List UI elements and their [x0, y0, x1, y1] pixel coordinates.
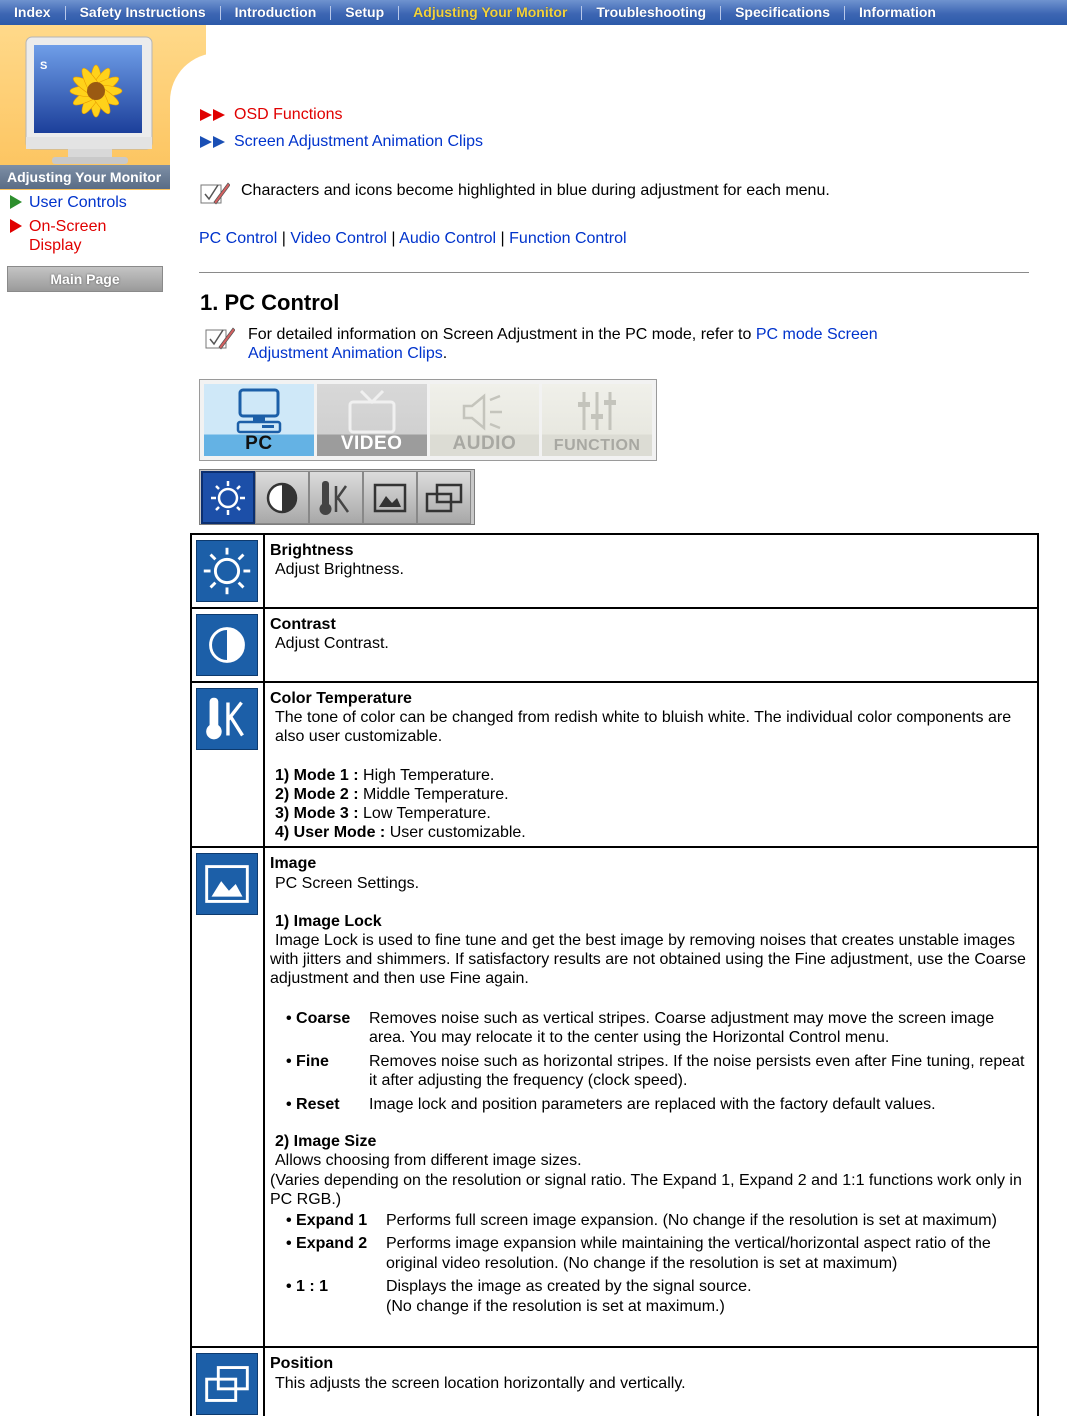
image-icon	[372, 480, 408, 516]
note-pencil-icon	[200, 180, 230, 206]
video-control-link[interactable]: Video Control	[290, 230, 387, 247]
row-desc: Adjust Brightness.	[275, 561, 404, 579]
image-tab[interactable]	[363, 471, 417, 524]
color-temperature-tab[interactable]	[309, 471, 363, 524]
pc-icon	[234, 388, 284, 434]
image-lock-text: Image Lock is used to fine tune and get the best image by removing noises that creates unstable images with jitters and shimmers. If satisfactory results are not obtained using the Fine adjustment, use the Coarse adjustment and then use Fine again.	[270, 932, 1026, 988]
tv-icon	[347, 388, 397, 434]
option-row	[270, 1009, 1031, 1048]
mode-list	[270, 766, 1031, 843]
contrast-icon	[196, 614, 258, 676]
mode-item	[275, 823, 1031, 842]
row-desc: This adjusts the screen location horizontally and vertically.	[275, 1374, 686, 1392]
mode-label: 2) Mode 2 :	[275, 785, 359, 803]
speaker-icon	[460, 392, 510, 432]
mode-text: User customizable.	[389, 824, 526, 842]
tab-label: FUNCTION	[553, 437, 641, 454]
option-text	[386, 1277, 1026, 1316]
divider	[199, 272, 1029, 273]
desc-cell	[264, 534, 1038, 608]
option-text: Image lock and position parameters are replaced with the factory default values.	[369, 1095, 936, 1113]
option-row	[270, 1211, 1031, 1231]
row-desc: Adjust Contrast.	[275, 635, 389, 653]
nav-setup[interactable]: Setup	[345, 4, 385, 20]
position-tab[interactable]	[417, 471, 471, 524]
main-page-button[interactable]: Main Page	[7, 266, 163, 292]
row-title: Color Temperature	[270, 690, 412, 707]
mode-text: Middle Temperature.	[363, 785, 509, 803]
pc-control-link[interactable]: PC Control	[199, 230, 278, 247]
table-row-contrast	[191, 608, 1038, 682]
red-arrow-icon	[10, 219, 22, 233]
controls-nav	[199, 230, 627, 248]
section-title: 1. PC Control	[200, 290, 340, 315]
function-icon-bar	[199, 469, 475, 525]
row-title: Position	[270, 1355, 334, 1373]
position-icon	[424, 480, 464, 516]
brightness-icon	[210, 480, 246, 516]
icon-cell	[191, 1347, 264, 1416]
mode-label: 3) Mode 3 :	[275, 805, 359, 823]
mode-item	[275, 804, 1031, 823]
top-nav	[0, 0, 1067, 25]
sidebar-item-user-controls[interactable]	[10, 193, 127, 212]
sidebar	[0, 25, 172, 295]
mode-text: High Temperature.	[363, 766, 495, 784]
option-text: Performs full screen image expansion. (No change if the resolution is set at maximum)	[386, 1211, 997, 1229]
desc-cell	[264, 847, 1038, 1347]
icon-cell	[191, 534, 264, 608]
icon-cell	[191, 682, 264, 847]
option-row	[270, 1095, 1031, 1115]
option-row	[270, 1234, 1031, 1273]
option-name: • Fine	[286, 1052, 329, 1070]
animation-clips-link[interactable]: Screen Adjustment Animation Clips	[234, 133, 484, 150]
osd-functions-link[interactable]: OSD Functions	[234, 106, 343, 123]
desc-cell	[264, 1347, 1038, 1416]
option-text: Performs image expansion while maintaining the vertical/horizontal aspect ratio of the original video resolution. (No change if the resolution is set at maximum)	[386, 1235, 991, 1272]
image-lock-title: 1) Image Lock	[275, 912, 382, 930]
mode-text: Low Temperature.	[363, 805, 491, 823]
option-name: • Expand 1	[286, 1211, 368, 1229]
row-desc: PC Screen Settings.	[275, 874, 420, 892]
monitor-logo-text: S	[40, 60, 48, 72]
tab-label: VIDEO	[340, 433, 403, 454]
nav-separator: |	[391, 230, 396, 247]
double-arrow-icon	[200, 109, 226, 121]
tab-pc[interactable]	[204, 384, 314, 456]
sidebar-link-label[interactable]: On-Screen Display	[29, 218, 107, 254]
top-link-animation-clips[interactable]	[200, 133, 483, 151]
option-text: Removes noise such as horizontal stripes. If the noise persists even after Fine tuning, repeat it after adjusting the frequency (clock speed).	[369, 1052, 1025, 1090]
desc-cell	[264, 608, 1038, 682]
thermometer-icon	[196, 688, 258, 750]
function-control-link[interactable]: Function Control	[509, 230, 627, 247]
option-row	[270, 1052, 1031, 1091]
section-note-text: For detailed information on Screen Adjustment in the PC mode, refer to	[248, 326, 756, 343]
nav-index[interactable]: Index	[14, 4, 51, 20]
brightness-tab[interactable]	[201, 471, 255, 524]
icon-cell	[191, 847, 264, 1347]
brightness-icon	[196, 540, 258, 602]
sidebar-item-on-screen-display[interactable]	[10, 217, 129, 255]
mode-tab-bar	[199, 379, 657, 461]
tab-video[interactable]	[317, 384, 427, 456]
row-title: Image	[270, 855, 317, 873]
sliders-icon	[572, 390, 622, 432]
note-pencil-icon	[205, 325, 235, 351]
option-name: • Reset	[286, 1095, 340, 1113]
highlight-note: Characters and icons become highlighted in blue during adjustment for each menu.	[241, 182, 830, 199]
row-desc: The tone of color can be changed from redish white to bluish white. The individual color components are also user customizable.	[275, 709, 1012, 746]
mode-item	[275, 766, 1031, 785]
nav-separator: |	[281, 230, 286, 247]
function-table	[190, 533, 1039, 1416]
table-row-position	[191, 1347, 1038, 1416]
nav-adjusting-your-monitor[interactable]: Adjusting Your Monitor	[413, 4, 568, 20]
audio-control-link[interactable]: Audio Control	[399, 230, 497, 247]
table-row-color-temperature	[191, 682, 1038, 847]
tab-label: PC	[245, 433, 273, 454]
tab-label: AUDIO	[452, 433, 517, 454]
image-size-title: 2) Image Size	[275, 1133, 377, 1151]
nav-separator: |	[500, 230, 505, 247]
green-arrow-icon	[10, 195, 22, 209]
tab-audio[interactable]	[430, 384, 540, 456]
image-size-note: (Varies depending on the resolution or signal ratio. The Expand 1, Expand 2 and 1:1 functions work only in PC RGB.)	[270, 1171, 1022, 1208]
image-icon	[196, 853, 258, 915]
option-row	[270, 1277, 1031, 1316]
thermometer-icon	[316, 478, 356, 518]
image-size-desc: Allows choosing from different image sizes.	[275, 1152, 582, 1170]
tab-function[interactable]	[542, 384, 652, 456]
section-note	[248, 325, 948, 363]
nav-troubleshooting[interactable]: Troubleshooting	[596, 4, 707, 20]
mode-label: 4) User Mode :	[275, 824, 386, 842]
option-name: • Expand 2	[286, 1235, 368, 1253]
mode-label: 1) Mode 1 :	[275, 766, 359, 784]
section-note-suffix: .	[442, 345, 448, 362]
table-row-brightness	[191, 534, 1038, 608]
double-arrow-icon	[200, 136, 226, 148]
image-lock-desc	[270, 931, 1031, 989]
nav-information[interactable]: Information	[858, 4, 936, 20]
row-title: Contrast	[270, 616, 336, 633]
nav-specifications[interactable]: Specifications	[735, 4, 830, 20]
sidebar-link-label[interactable]: User Controls	[29, 194, 127, 211]
option-text: Removes noise such as vertical stripes. Coarse adjustment may move the screen image area. You may relocate it to the center using the Horizontal Control menu.	[369, 1009, 995, 1047]
nav-introduction[interactable]: Introduction	[234, 4, 317, 20]
option-name: • 1 : 1	[286, 1278, 329, 1296]
sidebar-caption: Adjusting Your Monitor	[0, 165, 170, 189]
option-text-line: (No change if the resolution is set at maximum.)	[386, 1297, 725, 1315]
table-row-image	[191, 847, 1038, 1347]
position-icon	[196, 1353, 258, 1415]
top-link-osd-functions[interactable]	[200, 106, 342, 124]
pc-mode-clips-link[interactable]: PC mode Screen Adjustment Animation Clips	[248, 326, 878, 362]
mode-item	[275, 785, 1031, 804]
row-title: Brightness	[270, 542, 354, 559]
icon-cell	[191, 608, 264, 682]
nav-safety-instructions[interactable]: Safety Instructions	[79, 4, 206, 20]
desc-cell	[264, 682, 1038, 847]
contrast-icon	[264, 480, 300, 516]
contrast-tab[interactable]	[255, 471, 309, 524]
monitor-illustration	[16, 35, 156, 165]
option-name: • Coarse	[286, 1009, 351, 1027]
option-text-line: Displays the image as created by the signal source.	[386, 1278, 752, 1296]
